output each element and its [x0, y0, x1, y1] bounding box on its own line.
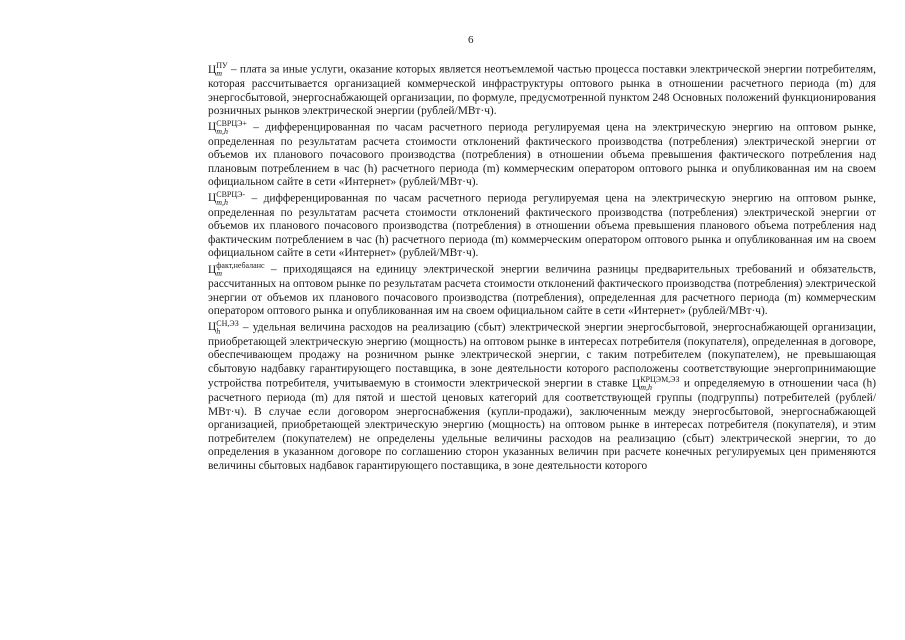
formula-symbol	[208, 261, 265, 279]
symbol-base: Ц	[208, 121, 217, 134]
paragraph-other-services-fee	[208, 62, 876, 119]
symbol-base: Ц	[208, 63, 217, 76]
symbol-superscript: СВРЦЭ-	[216, 189, 246, 199]
paragraph-text: – дифференцированная по часам расчетного периода регулируемая цена на электрическую энергию на оптовом рынке, определенная по результатам расчета стоимости отклонений фактического производства (потребления) электрической энергии от объемов их планового почасового производства (потребления) в отношении объема превышения планового объема потребления над фактическим потреблением в час (h) расчетного периода (m) коммерческим оператором оптового рынка и опубликованная им на своем официальном сайте в сети «Интернет» (рублей/МВт·ч).	[208, 192, 876, 260]
symbol-indices	[216, 62, 227, 78]
paragraph-text: – дифференцированная по часам расчетного периода регулируемая цена на электрическую энергию на оптовом рынке, определенная по результатам расчета стоимости отклонений фактического производства (потребления) электрической энергии от объемов их планового почасового производства (потребления) в отношении объема превышения фактического потребления над плановым потреблением в час (h) расчетного периода (m) коммерческим оператором оптового рынка и опубликованная им на своем официальном сайте в сети «Интернет» (рублей/МВт·ч).	[208, 121, 876, 189]
symbol-subscript: m,h	[216, 126, 229, 136]
symbol-subscript: m,h	[216, 197, 229, 207]
symbol-superscript: КРЦЭМ,ЭЗ	[640, 375, 680, 385]
page-number: 6	[468, 34, 474, 46]
paragraph-svrce-minus	[208, 191, 876, 261]
symbol-indices	[640, 376, 679, 392]
inline-formula-symbol	[631, 375, 680, 393]
document-body	[208, 62, 876, 475]
paragraph-sales-expenses	[208, 320, 876, 474]
symbol-superscript: СН,ЭЗ	[216, 318, 239, 328]
paragraph-text: – плата за иные услуги, оказание которых является неотъемлемой частью процесса поставки электрической энергии потребителям, которая рассчитывается организацией коммерческой инфраструктуры оптового рынка в отношении расчетного периода (m) для энергосбытовой, энергоснабжающей организации, по формуле, предусмотренной пунктом 248 Основных положений функционирования розничных рынков электрической энергии (рублей/МВт·ч).	[208, 63, 876, 118]
paragraph-text: – приходящаяся на единицу электрической энергии величина разницы предварительных требований и обязательств, рассчитанных на оптовом рынке по результатам расчета стоимости отклонений фактического производства (потребления) электрической энергии от объемов их планового почасового производства (потребления), определенная для расчетного периода (m) коммерческим оператором оптового рынка и опубликованная им на своем официальном сайте в сети «Интернет» (рублей/МВт·ч).	[208, 263, 876, 318]
symbol-indices	[216, 191, 245, 207]
symbol-indices	[216, 320, 239, 336]
paragraph-svrce-plus	[208, 120, 876, 190]
formula-symbol	[208, 318, 239, 336]
symbol-base: Ц	[208, 263, 217, 276]
symbol-superscript: СВРЦЭ+	[216, 118, 247, 128]
symbol-indices	[216, 120, 247, 136]
symbol-base: Ц	[208, 192, 217, 205]
symbol-superscript: факт,небаланс	[216, 261, 265, 271]
formula-symbol	[208, 61, 228, 78]
symbol-superscript: ПУ	[216, 61, 228, 70]
symbol-subscript: h	[216, 326, 221, 336]
symbol-subscript: m	[216, 69, 223, 78]
symbol-indices	[216, 262, 264, 278]
symbol-subscript: m,h	[640, 383, 652, 393]
formula-symbol	[208, 189, 246, 207]
paragraph-text: – удельная величина расходов на реализацию (сбыт) электрической энергии энергосбытовой, энергоснабжающей организации, приобретающей электрическую энергию (мощность) на оптовом рынке в интересах потребителя (покупателя), определенная в договоре, обеспечивающем продажу на розничном рынке электрической энергии, с таким потребителем (покупателем), не превышающая сбытовую надбавку гарантирующего поставщика, в зоне деятельности которого расположены соответствующие энергопринимающие устройства потребителя, учитываемую в стоимости электрической энергии в ставке	[208, 321, 876, 390]
symbol-subscript: m	[216, 269, 223, 279]
symbol-base: Ц	[208, 321, 217, 334]
symbol-base: Ц	[631, 377, 641, 390]
formula-symbol	[208, 118, 247, 136]
paragraph-text: и определяемую в отношении часа (h) расчетного периода (m) для пятой и шестой ценовых категорий для соответствующей группы (подгруппы) потребителей (рублей/МВт·ч). В случае если договором энергоснабжения (купли-продажи), заключенным между энергосбытовой, энергоснабжающей организацией, приобретающей электрическую энергию (мощность) на оптовом рынке в интересах потребителя (покупателя), и этим потребителем (покупателем) не определены удельные величины расходов на реализацию (сбыт) электрической энергии, то до определения в указанном договоре по соглашению сторон указанных величин при расчете конечных регулируемых цен применяются величины сбытовых надбавок гарантирующего поставщика, в зоне деятельности которого	[208, 377, 876, 473]
paragraph-fact-imbalance	[208, 262, 876, 319]
